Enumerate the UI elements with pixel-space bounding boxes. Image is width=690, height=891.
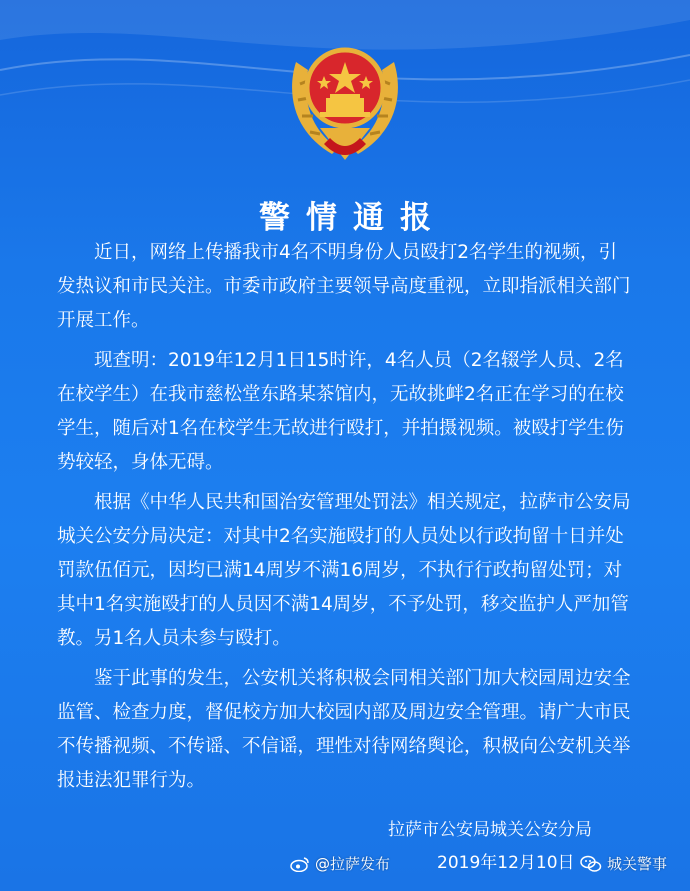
wechat-account: 城关警事: [607, 855, 668, 873]
notice-body: [57, 236, 633, 804]
notice-title: 警情通报: [259, 200, 447, 236]
weibo-icon: [290, 856, 310, 872]
issuer-signature: 拉萨市公安局城关公安分局: [388, 820, 592, 840]
wechat-watermark: [580, 853, 667, 874]
wechat-icon: [580, 855, 602, 873]
weibo-watermark: [290, 853, 390, 874]
paragraph: 近日，网络上传播我市4名不明身份人员殴打2名学生的视频，引发热议和市民关注。市委市政府主要领导高度重视，立即指派相关部门开展工作。: [57, 242, 631, 331]
police-emblem-icon: [280, 32, 410, 170]
paragraph: 鉴于此事的发生，公安机关将积极会同相关部门加大校园周边安全监管、检查力度，督促校方加大校园内部及周边安全管理。请广大市民不传播视频、不传谣、不信谣，理性对待网络舆论，积极向公安机关举报违法犯罪行为。: [57, 668, 631, 791]
paragraph: 现查明：2019年12月1日15时许，4名人员（2名辍学人员、2名在校学生）在我市慈松堂东路某茶馆内，无故挑衅2名正在学习的在校学生，随后对1名在校学生无故进行殴打，并拍摄视频。被殴打学生伤势较轻，身体无碍。: [57, 350, 624, 473]
paragraph: 根据《中华人民共和国治安管理处罚法》相关规定，拉萨市公安局城关公安分局决定：对其中2名实施殴打的人员处以行政拘留十日并处罚款伍佰元，因均已满14周岁不满16周岁，不执行行政拘留处罚；对其中1名实施殴打的人员因不满14周岁，不予处罚，移交监护人严加管教。另1名人员未参与殴打。: [57, 492, 631, 649]
issue-date: 2019年12月10日: [437, 853, 575, 873]
weibo-handle: @拉萨发布: [315, 855, 391, 873]
